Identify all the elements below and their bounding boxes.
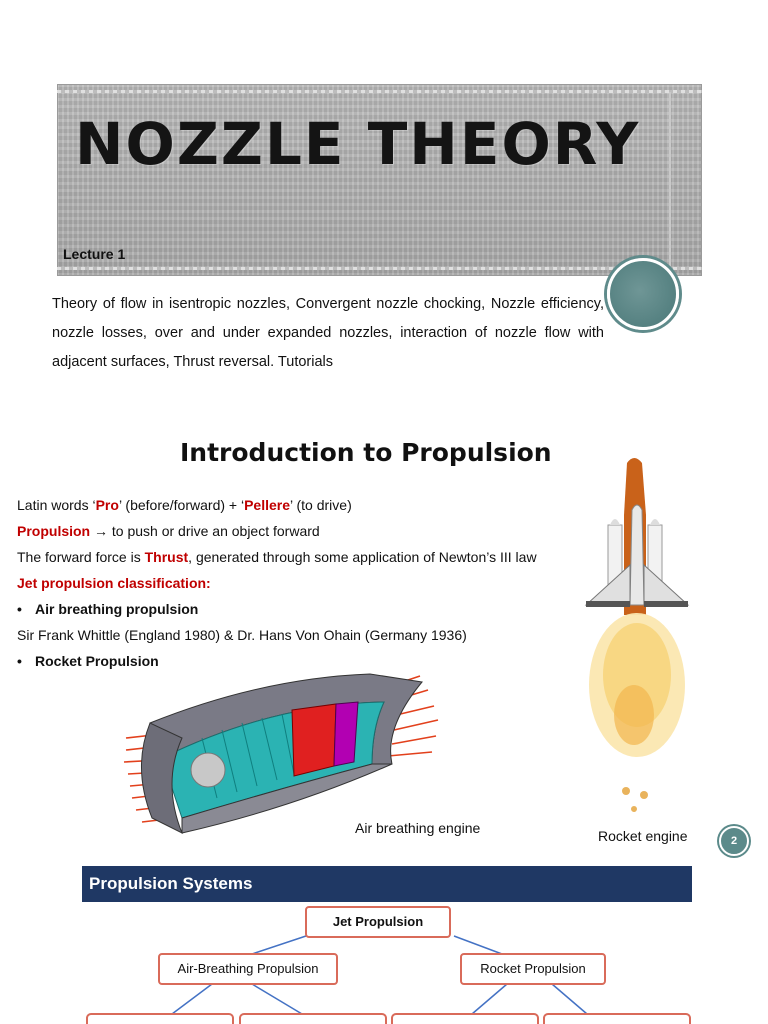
jet-engine-illustration [122,668,442,843]
syllabus-paragraph: Theory of flow in isentropic nozzles, Convergent nozzle chocking, Nozzle efficiency, nozzle losses, over and under expanded nozzles, interaction of nozzle flow with adjacent surfaces, Thrust reversal. Tutorials [52,296,604,370]
air-breathing-engine-caption: Air breathing engine [355,820,481,836]
bullet-air-breathing: • Air breathing propulsion [17,601,199,617]
lecture-label: Lecture 1 [63,246,126,262]
propulsion-systems-header [82,866,692,902]
propulsion-definition-line: Propulsion → to push or drive an object forward [17,523,320,539]
slide-heading: Introduction to Propulsion [180,438,552,467]
bullet-rocket: • Rocket Propulsion [17,653,159,669]
propulsion-systems-title: Propulsion Systems [89,874,253,893]
inventors-line: Sir Frank Whittle (England 1980) & Dr. Hans Von Ohain (Germany 1936) [17,627,467,643]
page-number-badge: 2 [719,826,749,856]
slide-title: NOZZLE THEORY [75,110,641,178]
classification-heading: Jet propulsion classification: [17,575,211,591]
rocket-shuttle-illustration [582,455,692,815]
rocket-propulsion-box: Rocket Propulsion [460,953,606,985]
air-breathing-propulsion-box: Air-Breathing Propulsion [158,953,338,985]
etymology-line: Latin words ‘Pro’ (before/forward) + ‘Pellere’ (to drive) [17,497,352,513]
thrust-line: The forward force is Thrust, generated through some application of Newton’s III law [17,549,537,565]
rocket-engine-caption: Rocket engine [598,828,688,844]
jet-propulsion-box: Jet Propulsion [305,906,451,938]
decorative-badge-circle [607,258,679,330]
title-band [57,84,702,276]
